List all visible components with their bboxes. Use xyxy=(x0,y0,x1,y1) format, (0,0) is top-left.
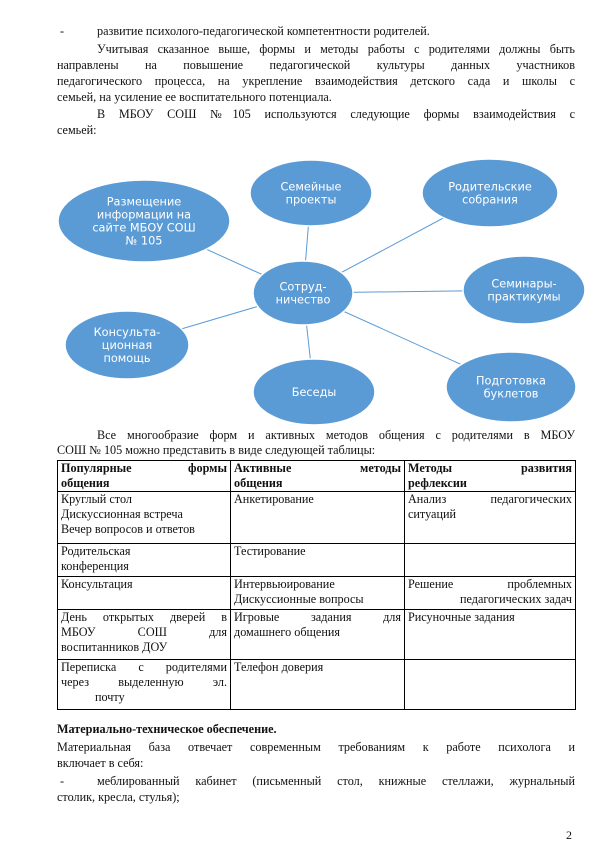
para1-line-3: педагогического процесса, на укрепление взаимодействия детского сада и школы с xyxy=(57,74,575,88)
cell-line: домашнего общения xyxy=(234,625,340,639)
node-info-label: сайте МБОУ СОШ xyxy=(92,221,196,235)
cell-line: Родительская xyxy=(61,544,131,558)
header-line: рефлексии xyxy=(408,476,467,490)
para3-line-1: Все многообразие форм и активных методов общения с родителями в МБОУ xyxy=(97,428,575,442)
node-projects-label: проекты xyxy=(285,193,337,207)
header-line: общения xyxy=(61,476,110,490)
node-booklets xyxy=(446,352,576,422)
para1-line-4: семьей, на усиление ее воспитательного потенциала. xyxy=(57,90,332,104)
node-meetings-label: собрания xyxy=(462,193,518,207)
node-consult-label: ционная xyxy=(101,339,153,352)
table-cell xyxy=(58,660,231,710)
node-meetings xyxy=(422,159,558,227)
cell-line: Консультация xyxy=(61,577,133,591)
cell-line: Интервьюирование xyxy=(234,577,335,591)
cell-line: Рисуночные задания xyxy=(408,610,515,624)
para4-line-1: Материальная база отвечает современным требованиям к работе психолога и xyxy=(57,740,575,754)
table-cell xyxy=(231,544,405,577)
diagram-nodes xyxy=(58,159,585,425)
para1-line-1: Учитывая сказанное выше, формы и методы работы с родителями должны быть xyxy=(97,42,575,56)
table-row xyxy=(58,544,576,577)
table-cell xyxy=(231,492,405,544)
node-consult-label: помощь xyxy=(103,352,151,365)
node-info-label: информации на xyxy=(96,208,192,222)
bullet2-line-2: столик, кресла, стулья); xyxy=(57,790,180,804)
table-cell xyxy=(231,610,405,660)
node-center xyxy=(253,261,353,325)
cell-line: Круглый стол xyxy=(61,492,132,506)
forms-methods-table xyxy=(57,460,576,710)
cell-line: Тестирование xyxy=(234,544,306,558)
page-number: 2 xyxy=(566,828,572,842)
node-talks xyxy=(253,359,375,425)
node-center-label: ничество xyxy=(275,293,331,307)
cell-line: МБОУ СОШ для xyxy=(61,625,227,639)
para2-line-2: семьей: xyxy=(57,123,97,137)
header-line: Активные методы xyxy=(234,461,401,475)
table-cell xyxy=(405,492,576,544)
table-cell xyxy=(58,544,231,577)
table-row xyxy=(58,492,576,544)
bullet-text-competence: развитие психолого-педагогической компетентности родителей. xyxy=(97,24,430,38)
cell-line: воспитанников ДОУ xyxy=(61,640,168,654)
header-line: общения xyxy=(234,476,283,490)
cell-line: Анкетирование xyxy=(234,492,314,506)
cell-line: Телефон доверия xyxy=(234,660,324,674)
node-center-label: Сотруд- xyxy=(279,280,327,294)
node-booklets-label: Подготовка xyxy=(476,374,546,388)
table-cell xyxy=(58,492,231,544)
cell-line: Дискуссионная встреча xyxy=(61,507,183,521)
cell-line: конференция xyxy=(61,559,129,573)
cell-line: Анализ педагогических xyxy=(408,492,572,506)
table-header-cell xyxy=(231,461,405,492)
cell-line: Решение проблемных xyxy=(408,577,572,591)
cell-line: Игровые задания для xyxy=(234,610,401,624)
node-seminars-label: Семинары- xyxy=(491,277,557,291)
table-cell xyxy=(405,660,576,710)
cell-line: Переписка с родителями xyxy=(61,660,227,674)
bullet-dash: - xyxy=(60,24,65,38)
node-projects-label: Семейные xyxy=(280,180,342,194)
para2-line-1: В МБОУ СОШ №105 используются следующие формы взаимодействия с xyxy=(97,107,575,121)
table-header-row xyxy=(58,461,576,492)
header-line: Методы развития xyxy=(408,461,572,475)
table-cell xyxy=(405,577,576,610)
table-cell xyxy=(231,577,405,610)
node-info-label: Размещение xyxy=(106,195,182,209)
cell-line: педагогических задач xyxy=(459,592,572,606)
cell-line: через выделенную эл. xyxy=(61,675,227,689)
node-booklets-label: буклетов xyxy=(483,387,539,401)
para4-line-2: включает в себя: xyxy=(57,756,144,770)
para1-line-2: направлены на повышение педагогической культуры данных участников xyxy=(57,58,575,72)
node-meetings-label: Родительские xyxy=(448,180,532,194)
node-projects xyxy=(250,160,372,226)
table-cell xyxy=(231,660,405,710)
node-info xyxy=(58,180,230,262)
para3-line-2: СОШ № 105 можно представить в виде следующей таблицы: xyxy=(57,443,376,457)
table-cell xyxy=(405,610,576,660)
node-info-label: № 105 xyxy=(125,234,163,248)
cell-line: ситуаций xyxy=(408,507,457,521)
cell-line: День открытых дверей в xyxy=(61,610,227,624)
node-consult xyxy=(65,311,189,379)
table-row xyxy=(58,610,576,660)
node-seminars-label: практикумы xyxy=(487,290,561,304)
cell-line: почту xyxy=(95,690,125,704)
node-talks-label: Беседы xyxy=(291,386,337,399)
table-cell xyxy=(58,577,231,610)
table-header-cell xyxy=(58,461,231,492)
table-cell xyxy=(405,544,576,577)
section-heading: Материально-техническое обеспечение. xyxy=(57,722,277,736)
node-seminars xyxy=(463,256,585,324)
bullet-dash: - xyxy=(60,774,65,788)
cell-line: Вечер вопросов и ответов xyxy=(61,522,195,536)
table-row xyxy=(58,577,576,610)
bullet2-line-1: меблированный кабинет (письменный стол, книжные стеллажи, журнальный xyxy=(97,774,575,788)
table-header-cell xyxy=(405,461,576,492)
header-line: Популярные формы xyxy=(61,461,227,475)
table-cell xyxy=(58,610,231,660)
cell-line: Дискуссионные вопросы xyxy=(234,592,364,606)
node-consult-label: Консульта- xyxy=(93,326,161,339)
table-row xyxy=(58,660,576,710)
